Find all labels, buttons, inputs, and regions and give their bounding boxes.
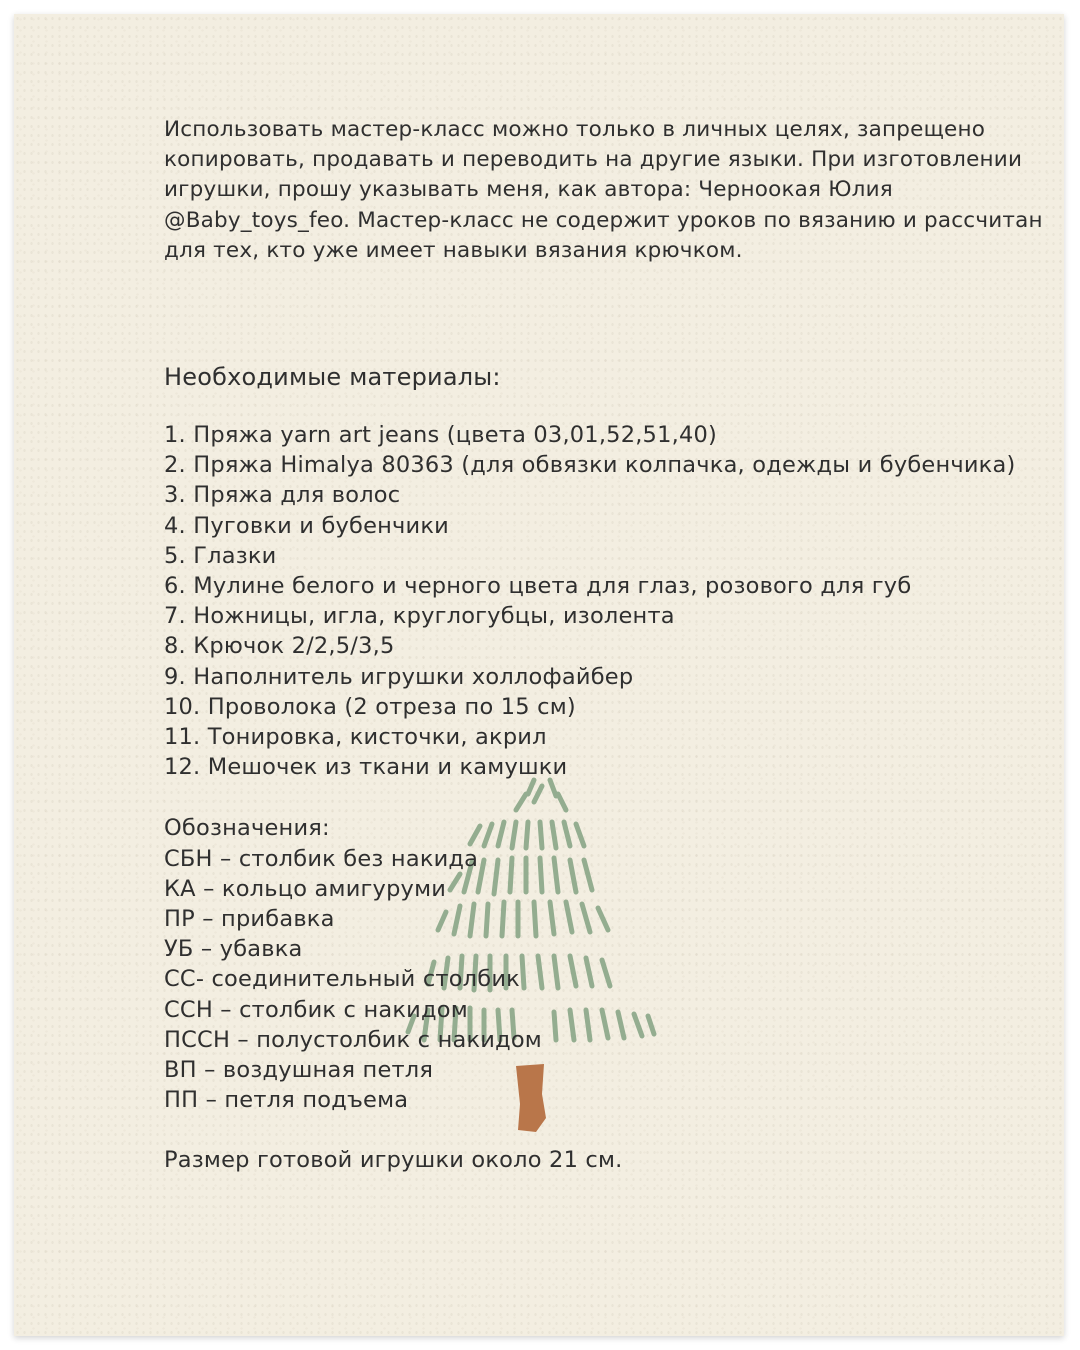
materials-heading: Необходимые материалы:: [164, 363, 501, 392]
toy-size-note: Размер готовой игрушки около 21 см.: [164, 1147, 623, 1174]
legend-heading: Обозначения:: [164, 815, 330, 842]
list-item: КА – кольцо амигуруми: [164, 875, 447, 902]
list-item: 10. Проволока (2 отреза по 15 см): [164, 693, 576, 720]
list-item: 6. Мулине белого и черного цвета для глаз, розового для губ: [164, 573, 912, 600]
document-text: [164, 115, 1044, 1176]
list-item: СБН – столбик без накида: [164, 845, 479, 872]
list-item: 9. Наполнитель игрушки холлофайбер: [164, 663, 634, 690]
list-item: 11. Тонировка, кисточки, акрил: [164, 724, 547, 751]
list-item: УБ – убавка: [164, 936, 303, 963]
list-item: 4. Пуговки и бубенчики: [164, 512, 449, 539]
list-item: 1. Пряжа yarn art jeans (цвета 03,01,52,51,40): [164, 422, 717, 449]
list-item: 3. Пряжа для волос: [164, 482, 401, 509]
list-item: 8. Крючок 2/2,5/3,5: [164, 633, 395, 660]
usage-notice: Использовать мастер-класс можно только в личных целях, запрещено копировать, продавать и переводить на другие языки. При изготовлении игрушки, прошу указывать меня, как автора: Черноокая Юлия @Baby_toys_feo. Мастер-класс не содержит уроков по вязанию и рассчитан для тех, кто уже имеет навыки вязания крючком.: [164, 117, 1043, 263]
list-item: ПР – прибавка: [164, 906, 335, 933]
list-item: СС- соединительный столбик: [164, 966, 520, 993]
list-item: ПССН – полустолбик с накидом: [164, 1026, 542, 1053]
abbreviations-list: [164, 844, 1044, 1116]
document-page: [14, 14, 1064, 1336]
materials-list: [164, 420, 1044, 782]
list-item: ПП – петля подъема: [164, 1087, 409, 1114]
list-item: 5. Глазки: [164, 542, 277, 569]
list-item: 12. Мешочек из ткани и камушки: [164, 754, 568, 781]
list-item: ВП – воздушная петля: [164, 1057, 434, 1084]
list-item: 2. Пряжа Himalya 80363 (для обвязки колпачка, одежды и бубенчика): [164, 452, 1016, 479]
list-item: 7. Ножницы, игла, круглогубцы, изолента: [164, 603, 675, 630]
list-item: ССН – столбик с накидом: [164, 996, 468, 1023]
